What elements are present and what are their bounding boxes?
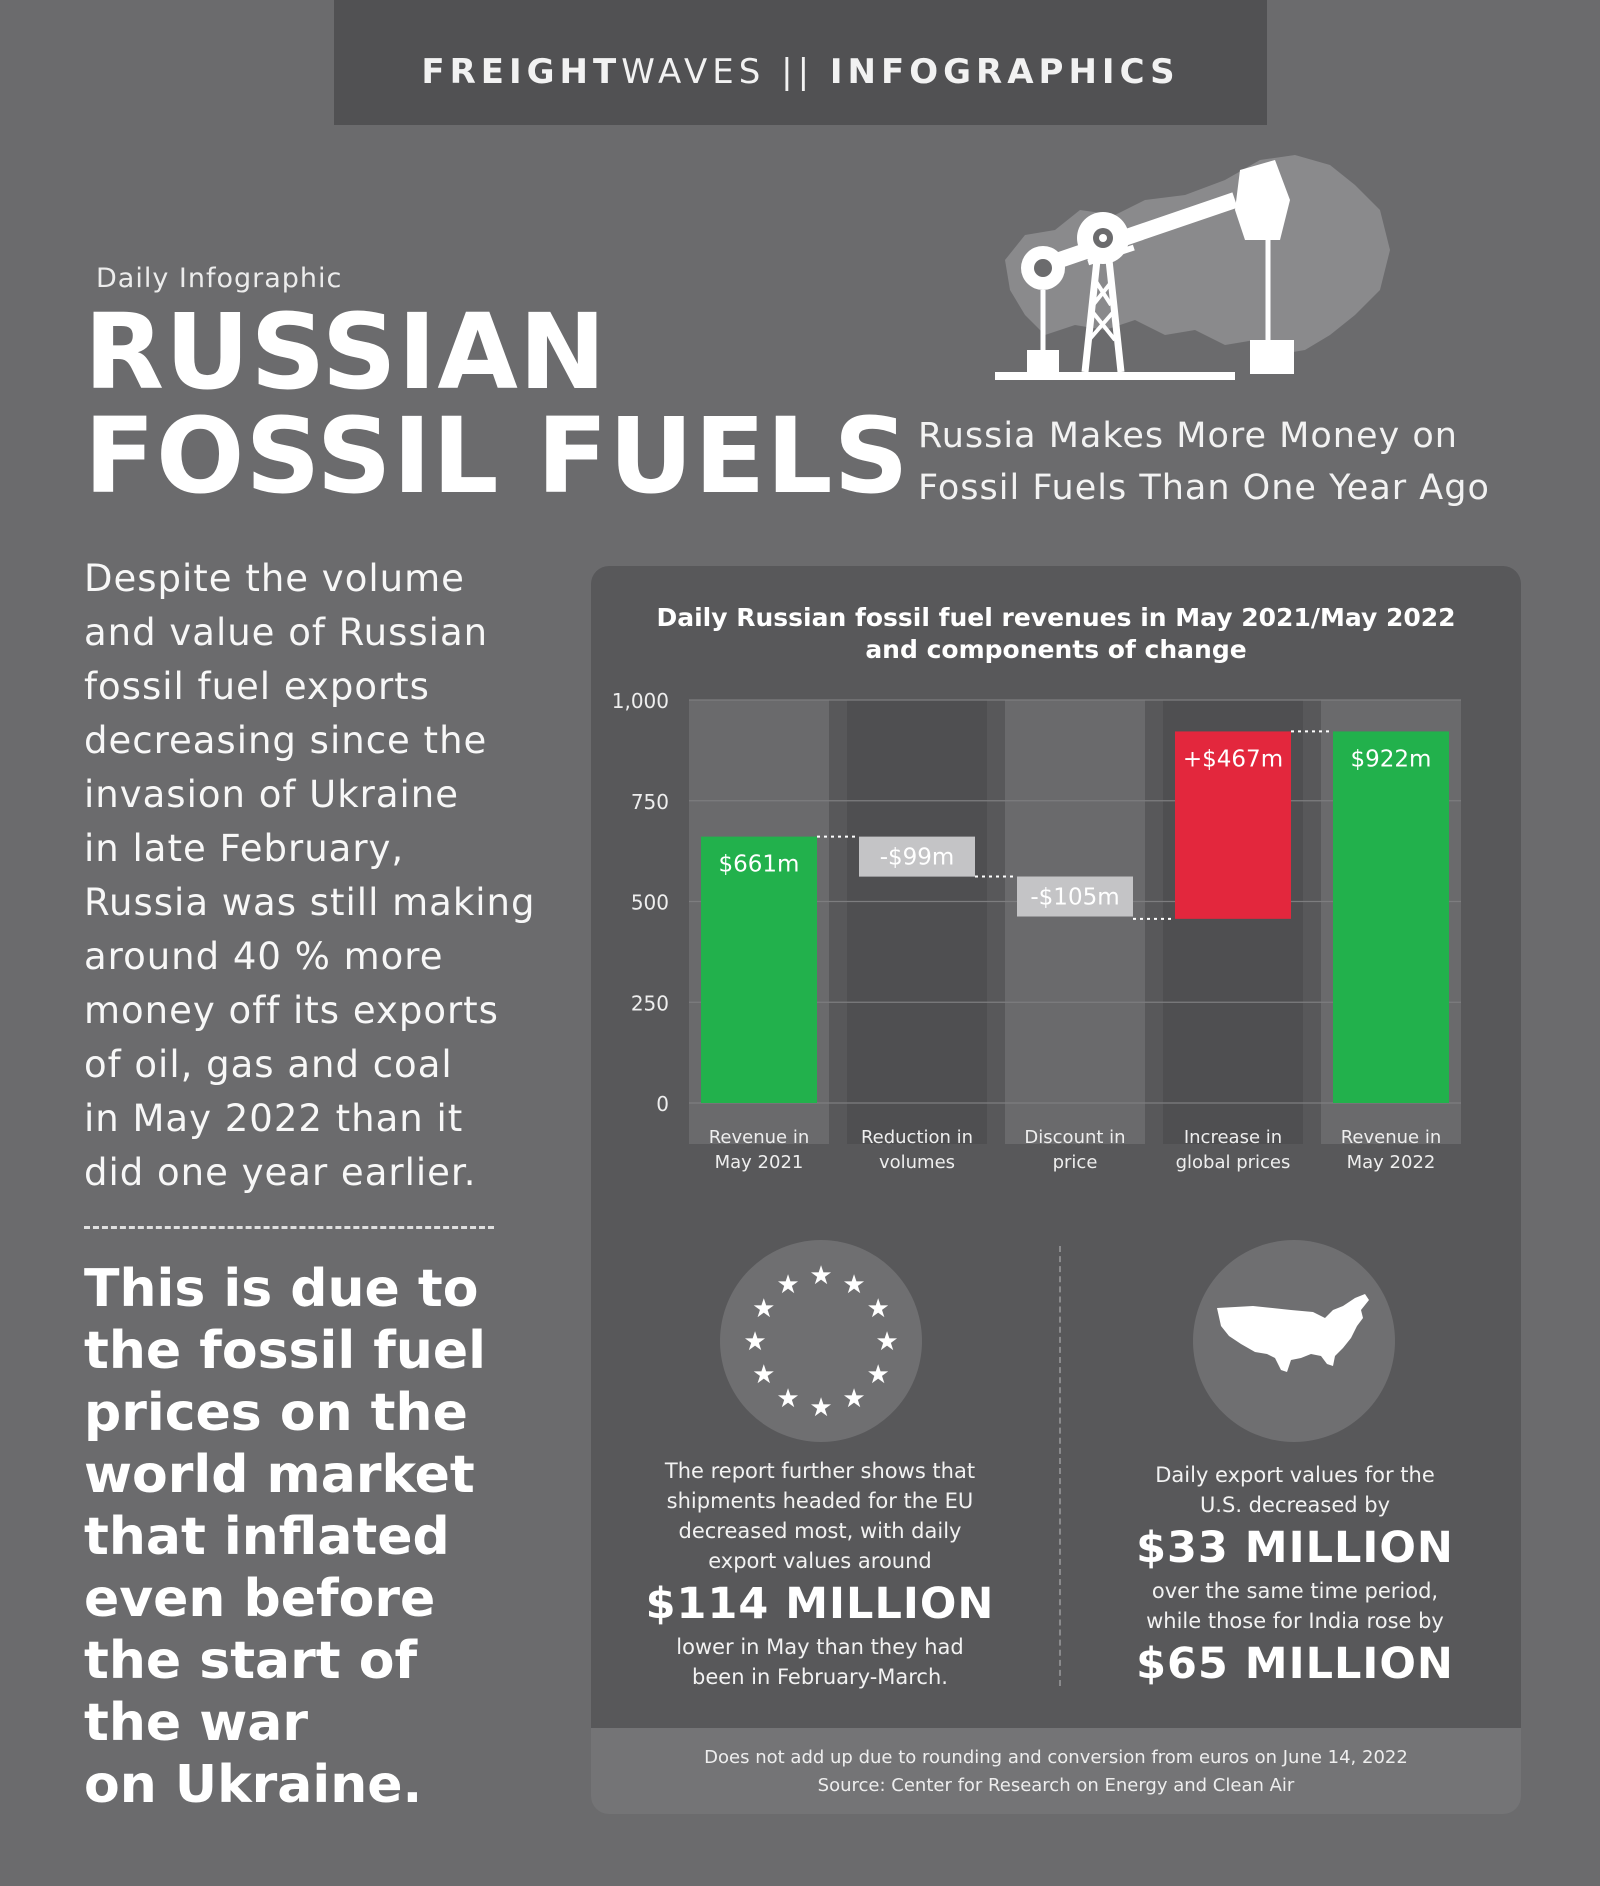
- us-text-line: Daily export values for the: [1155, 1463, 1435, 1487]
- y-tick-label: 250: [630, 991, 669, 1016]
- star-icon: ★: [866, 1360, 890, 1390]
- bar-value-label: +$467m: [1182, 746, 1284, 773]
- conclusion-line: the war: [84, 1693, 309, 1753]
- footnote: [591, 1744, 1521, 1800]
- conclusion-line: the fossil fuel: [84, 1321, 486, 1381]
- x-category-label: price: [1052, 1152, 1098, 1173]
- conclusion-line: on Ukraine.: [84, 1755, 423, 1815]
- body-line: did one year earlier.: [84, 1151, 477, 1194]
- x-category-label: Increase in: [1183, 1127, 1283, 1148]
- body-line: Despite the volume: [84, 557, 465, 600]
- eu-stat: [640, 1456, 1000, 1692]
- star-icon: ★: [776, 1384, 800, 1415]
- us-map-icon: [1193, 1240, 1395, 1442]
- chart-title: [591, 602, 1521, 666]
- brand-separator: ||: [765, 52, 830, 92]
- brand-bold: FREIGHT: [421, 52, 622, 92]
- brand-thin: WAVES: [621, 52, 766, 92]
- us-mid-line: while those for India rose by: [1146, 1609, 1444, 1633]
- star-icon: ★: [752, 1294, 776, 1324]
- body-line: and value of Russian: [84, 611, 489, 654]
- y-tick-label: 1,000: [611, 689, 669, 713]
- body-line: of oil, gas and coal: [84, 1043, 453, 1086]
- star-icon: ★: [752, 1360, 776, 1390]
- bar-value-label: $922m: [1350, 746, 1432, 773]
- us-stat: [1110, 1460, 1480, 1692]
- x-category-label: Reduction in: [860, 1127, 974, 1148]
- brand-section: INFOGRAPHICS: [829, 52, 1180, 92]
- eu-text-line: export values around: [708, 1549, 932, 1573]
- body-line: around 40 % more: [84, 935, 444, 978]
- us-text-line: U.S. decreased by: [1199, 1493, 1391, 1517]
- us-big-value-2: $65 MILLION: [1136, 1639, 1454, 1689]
- x-category-label: May 2021: [714, 1152, 804, 1173]
- chart-title-line-1: Daily Russian fossil fuel revenues in May 2021/May 2022: [656, 603, 1456, 632]
- star-icon: ★: [743, 1327, 767, 1357]
- title-line-1: RUSSIAN: [84, 291, 607, 413]
- column-background: [1005, 700, 1145, 1144]
- conclusion-line: prices on the: [84, 1383, 468, 1443]
- x-category-label: May 2022: [1346, 1152, 1436, 1173]
- eu-text-line: The report further shows that: [664, 1459, 976, 1483]
- body-line: decreasing since the: [84, 719, 488, 762]
- stats-separator: [1059, 1246, 1061, 1686]
- x-category-label: Discount in: [1024, 1127, 1126, 1148]
- subtitle-line-2: Fossil Fuels Than One Year Ago: [918, 468, 1490, 508]
- dashed-divider: [84, 1226, 494, 1229]
- star-icon: ★: [842, 1384, 866, 1415]
- brand-header: [334, 52, 1267, 92]
- bar-total: [1333, 731, 1449, 1103]
- x-category-label: volumes: [878, 1152, 956, 1173]
- body-line: in May 2022 than it: [84, 1097, 464, 1140]
- conclusion-line: even before: [84, 1569, 436, 1629]
- eu-text-line: shipments headed for the EU: [666, 1489, 974, 1513]
- us-big-value-1: $33 MILLION: [1136, 1523, 1454, 1573]
- eu-after-line: lower in May than they had: [676, 1635, 964, 1659]
- body-line: in late February,: [84, 827, 405, 870]
- star-icon: ★: [842, 1269, 866, 1300]
- star-icon: ★: [809, 1393, 833, 1423]
- us-circle: [1193, 1240, 1395, 1442]
- conclusion-line: world market: [84, 1445, 475, 1505]
- bar-value-label: -$105m: [1030, 884, 1120, 911]
- subtitle-line-1: Russia Makes More Money on: [918, 416, 1458, 456]
- eu-text-line: decreased most, with daily: [678, 1519, 962, 1543]
- x-category-label: Revenue in: [1340, 1127, 1442, 1148]
- conclusion-text: [84, 1258, 554, 1816]
- column-background: [847, 700, 987, 1144]
- us-mid-line: over the same time period,: [1151, 1579, 1439, 1603]
- bar-value-label: $661m: [718, 851, 800, 878]
- oil-pump-icon: [985, 140, 1405, 400]
- footnote-line-1: Does not add up due to rounding and conversion from euros on June 14, 2022: [704, 1747, 1408, 1768]
- body-line: fossil fuel exports: [84, 665, 430, 708]
- title-line-2: FOSSIL FUELS: [84, 395, 910, 517]
- conclusion-line: the start of: [84, 1631, 418, 1691]
- star-icon: ★: [866, 1294, 890, 1324]
- subtitle: [918, 410, 1558, 514]
- star-icon: ★: [776, 1269, 800, 1300]
- eu-circle: [720, 1240, 922, 1442]
- bar-value-label: -$99m: [879, 844, 955, 871]
- star-icon: ★: [875, 1327, 899, 1357]
- eu-after-line: been in February-March.: [692, 1665, 948, 1689]
- page-title: [84, 291, 910, 517]
- body-line: Russia was still making: [84, 881, 536, 924]
- x-category-label: global prices: [1175, 1152, 1291, 1173]
- eu-big-value: $114 MILLION: [645, 1579, 995, 1629]
- footnote-line-2: Source: Center for Research on Energy and Clean Air: [817, 1775, 1295, 1796]
- x-category-label: Revenue in: [708, 1127, 810, 1148]
- body-line: invasion of Ukraine: [84, 773, 460, 816]
- eu-stars-icon: [720, 1240, 922, 1442]
- kicker-label: Daily Infographic: [96, 263, 343, 294]
- conclusion-line: that inflated: [84, 1507, 450, 1567]
- y-tick-label: 750: [630, 789, 669, 814]
- waterfall-chart: [591, 680, 1521, 1180]
- chart-title-line-2: and components of change: [865, 635, 1247, 664]
- y-tick-label: 500: [630, 890, 669, 915]
- body-paragraph: [84, 552, 554, 1200]
- conclusion-line: This is due to: [84, 1259, 479, 1319]
- y-tick-label: 0: [656, 1092, 669, 1116]
- body-line: money off its exports: [84, 989, 499, 1032]
- star-icon: ★: [809, 1261, 833, 1291]
